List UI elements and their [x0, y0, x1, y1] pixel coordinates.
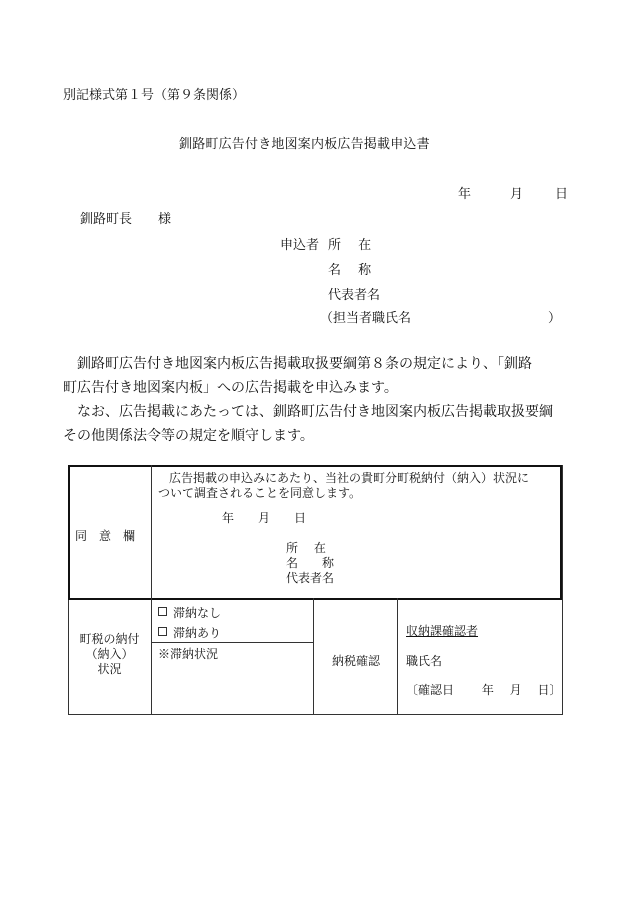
- applicant-name-label: 名 称: [328, 263, 372, 278]
- consent-text-2: ついて調査されることを同意します。: [158, 486, 362, 500]
- tax-label-line-3: 状況: [97, 662, 122, 676]
- date-month: 月: [510, 187, 524, 202]
- label-column-divider: [151, 465, 152, 714]
- applicant-rep-label: 代表者名: [328, 288, 381, 303]
- addressee: 釧路町長 様: [80, 212, 172, 227]
- tax-confirm-label: 納税確認: [332, 654, 381, 668]
- date-day: 日: [555, 187, 569, 202]
- arrears-status-label: ※滞納状況: [158, 647, 219, 661]
- consent-rep-label: 代表者名: [286, 571, 335, 585]
- consent-address-label: 所 在: [286, 541, 326, 555]
- consent-name-label: 名 称: [286, 556, 335, 570]
- position-name-label: 職氏名: [406, 654, 443, 668]
- body-line-4: その他関係法令等の規定を順守します。: [63, 428, 314, 444]
- options-divider: [152, 642, 313, 643]
- checkbox-icon[interactable]: [158, 607, 167, 616]
- consent-label: 同 意 欄: [75, 529, 136, 543]
- option-arrears-label: 滞納あり: [173, 626, 222, 640]
- form-title: 釧路町広告付き地図案内板広告掲載申込書: [179, 137, 430, 152]
- consent-text-1: 広告掲載の申込みにあたり、当社の貴町分町税納付（納入）状況に: [169, 471, 530, 485]
- tax-label-line-2: （納入）: [85, 647, 134, 661]
- tax-divider-1: [313, 598, 314, 714]
- applicant-contact-label: （担当者職氏名: [320, 311, 412, 326]
- consent-date: 年 月 日: [222, 511, 307, 525]
- option-no-arrears[interactable]: [158, 604, 221, 621]
- checkbox-icon[interactable]: [158, 627, 167, 636]
- applicant-label: 申込者: [280, 238, 320, 253]
- applicant-contact-close: ）: [548, 311, 562, 326]
- confirmer-title: 収納課確認者: [406, 624, 479, 638]
- body-line-3: なお、広告掲載にあたっては、釧路町広告付き地図案内板広告掲載取扱要綱: [77, 404, 553, 420]
- tax-label-line-1: 町税の納付: [79, 632, 140, 646]
- option-arrears[interactable]: [158, 624, 221, 641]
- tax-status-label: [68, 632, 151, 677]
- applicant-address-label: 所 在: [328, 238, 372, 253]
- tax-divider-2: [397, 598, 398, 714]
- confirm-date: 〔確認日 年 月 日〕: [406, 683, 562, 697]
- option-no-arrears-label: 滞納なし: [173, 606, 222, 620]
- consent-tax-table: [68, 465, 562, 714]
- date-year: 年: [458, 187, 472, 202]
- body-line-2: 町広告付き地図案内板」への広告掲載を申込みます。: [63, 380, 398, 396]
- body-paragraph: [63, 352, 568, 448]
- form-reference: 別記様式第１号（第９条関係）: [63, 88, 246, 103]
- body-line-1: 釧路町広告付き地図案内板広告掲載取扱要綱第８条の規定により、「釧路: [77, 356, 532, 372]
